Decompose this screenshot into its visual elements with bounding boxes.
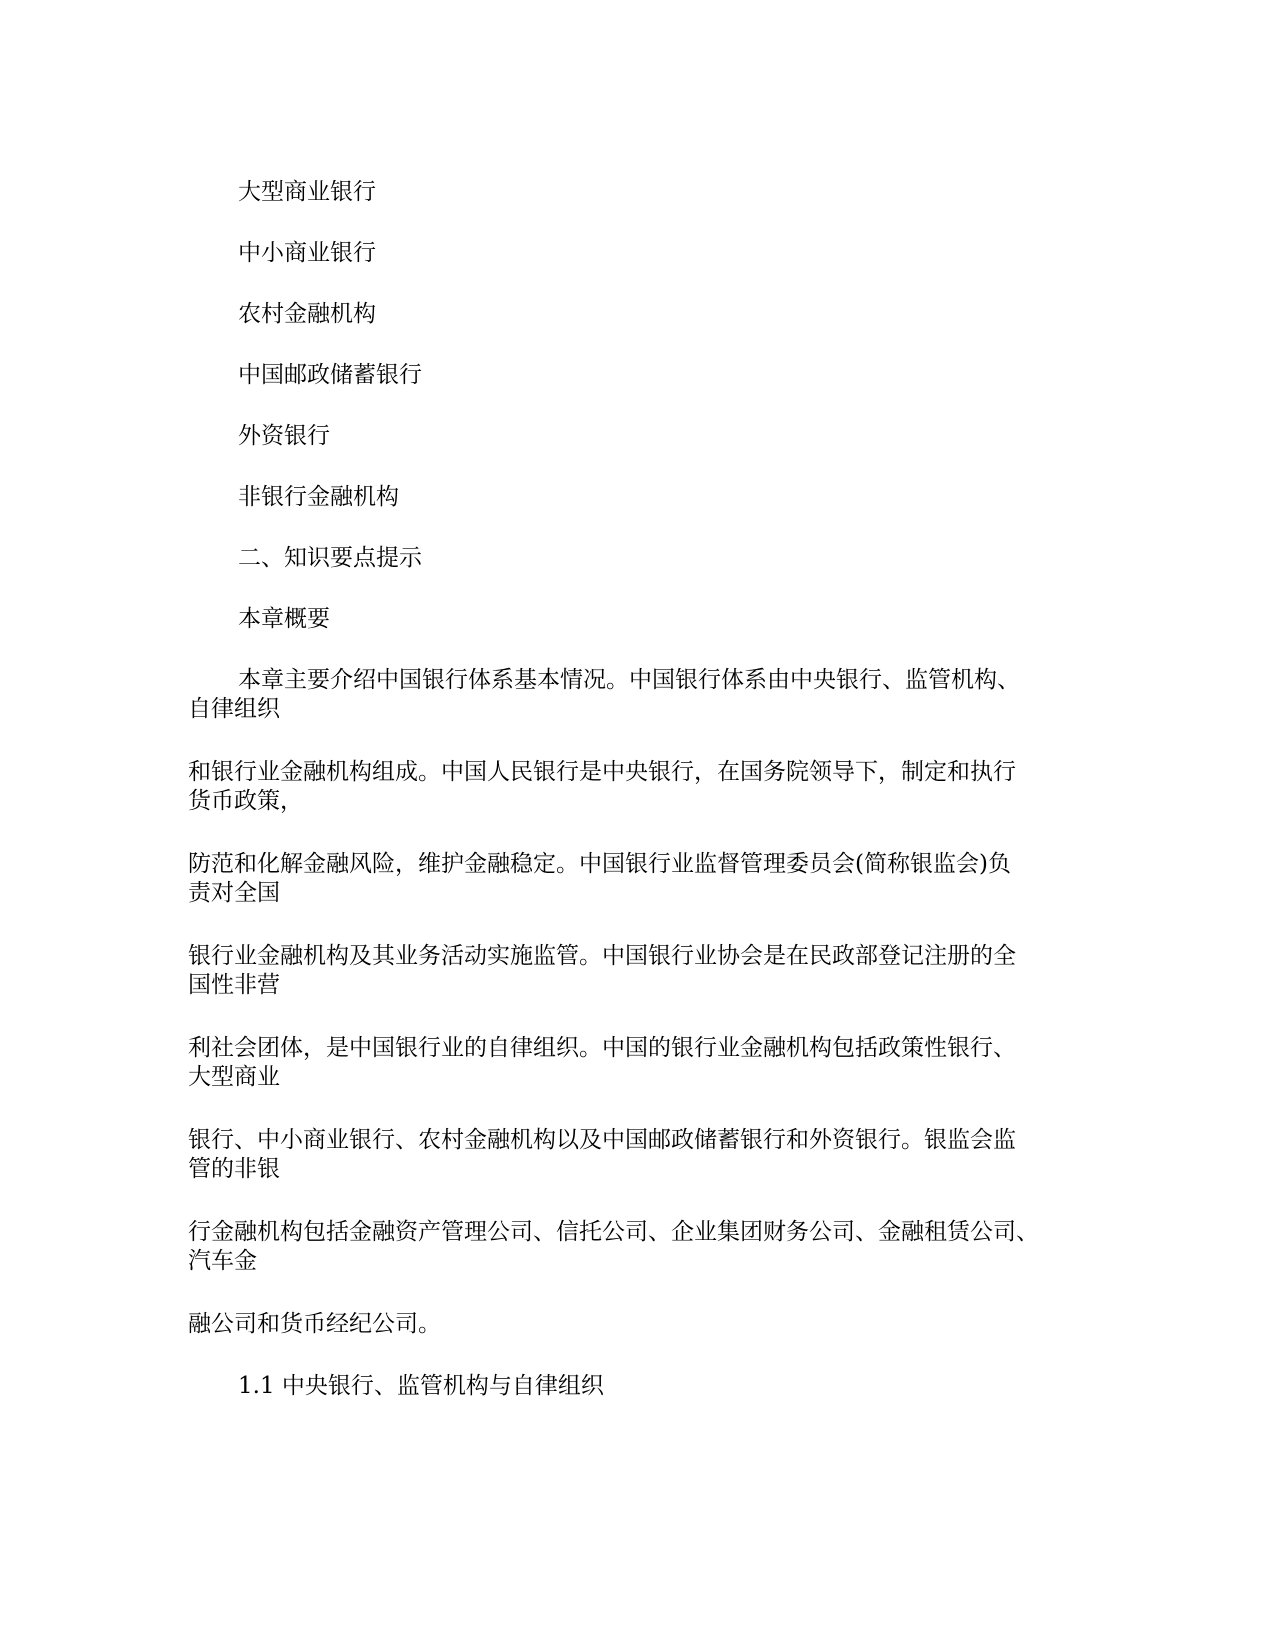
summary-line: 国性非营 <box>188 972 280 998</box>
summary-line: 和银行业金融机构组成。中国人民银行是中央银行，在国务院领导下，制定和执行 <box>188 759 1016 785</box>
list-item: 非银行金融机构 <box>238 484 399 510</box>
knowledge-points-heading: 二、知识要点提示 <box>238 545 422 571</box>
summary-line: 管的非银 <box>188 1156 280 1182</box>
summary-line: 大型商业 <box>188 1064 280 1090</box>
summary-line: 本章主要介绍中国银行体系基本情况。中国银行体系由中央银行、监管机构、 <box>238 667 1020 693</box>
list-item: 中国邮政储蓄银行 <box>238 362 422 388</box>
summary-line: 自律组织 <box>188 696 280 722</box>
summary-line: 责对全国 <box>188 880 280 906</box>
summary-line: 银行、中小商业银行、农村金融机构以及中国邮政储蓄银行和外资银行。银监会监 <box>188 1127 1016 1153</box>
summary-line: 行金融机构包括金融资产管理公司、信托公司、企业集团财务公司、金融租赁公司、 <box>188 1219 1039 1245</box>
summary-line: 汽车金 <box>188 1248 257 1274</box>
section-heading: 1.1 中央银行、监管机构与自律组织 <box>238 1373 604 1399</box>
summary-line: 货币政策， <box>188 788 303 814</box>
list-item: 中小商业银行 <box>238 240 376 266</box>
summary-line: 利社会团体，是中国银行业的自律组织。中国的银行业金融机构包括政策性银行、 <box>188 1035 1016 1061</box>
summary-line: 融公司和货币经纪公司。 <box>188 1311 441 1337</box>
chapter-summary-heading: 本章概要 <box>238 606 330 632</box>
list-item: 大型商业银行 <box>238 179 376 205</box>
list-item: 外资银行 <box>238 423 330 449</box>
summary-line: 防范和化解金融风险，维护金融稳定。中国银行业监督管理委员会(简称银监会)负 <box>188 851 1011 877</box>
summary-line: 银行业金融机构及其业务活动实施监管。中国银行业协会是在民政部登记注册的全 <box>188 943 1016 969</box>
list-item: 农村金融机构 <box>238 301 376 327</box>
